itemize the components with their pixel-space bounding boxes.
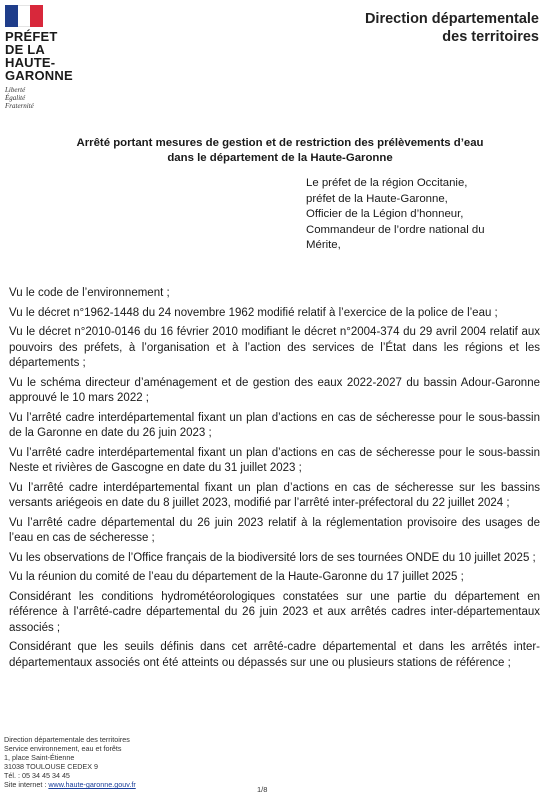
issuing-direction	[279, 10, 539, 46]
direction-line: Direction départementale	[364, 11, 539, 27]
visa-paragraph: Vu les observations de l’Office français de la biodiversité lors de ses tournées ONDE du 10 juillet 2025 ;	[9, 551, 536, 564]
visa-paragraph: Vu la réunion du comité de l’eau du département de la Haute-Garonne du 17 juillet 2025 ;	[9, 571, 464, 583]
motto-line: Fraternité	[5, 102, 34, 110]
footer-line: 31038 TOULOUSE CEDEX 9	[4, 762, 99, 771]
footer-address	[4, 735, 136, 789]
footer-site-label: Site internet :	[4, 780, 49, 789]
footer-line: 1, place Saint-Étienne	[4, 753, 75, 762]
signatory-block	[306, 176, 541, 254]
footer-line: Direction départementale des territoires	[4, 735, 130, 744]
signatory-line: préfet de la Haute-Garonne,	[306, 192, 448, 205]
page-number: 1/8	[257, 785, 268, 794]
footer-line: Tél. : 05 34 45 34 45	[4, 771, 70, 780]
visa-paragraph: Vu l’arrêté cadre départemental du 26 juin 2023 relatif à la réglementation provisoire des usages de l’eau en cas de sécheresse ;	[9, 516, 540, 544]
considerant-paragraph: Considérant les conditions hydrométéorologiques constatées sur une partie du département en référence à l’arrêté-cadre départemental du 26 juin 2023 et aux arrêtés cadres inter-départementaux associés ;	[9, 590, 540, 634]
visa-paragraph: Vu le code de l’environnement ;	[9, 287, 170, 299]
visa-paragraph: Vu le schéma directeur d’aménagement et de gestion des eaux 2022-2027 du bassin Adour-Garonne approuvé le 10 mars 2022 ;	[9, 376, 540, 404]
footer-site	[4, 780, 136, 789]
signatory-line: Officier de la Légion d’honneur,	[306, 208, 464, 220]
motto-line: Égalité	[5, 94, 26, 102]
visa-paragraph: Vu l’arrêté cadre interdépartemental fixant un plan d’actions en cas de sécheresse pour le sous-bassin Neste et rivières de Gascogne en date du 31 juillet 2023 ;	[9, 446, 540, 474]
prefet-line: GARONNE	[5, 68, 73, 83]
decree-title	[30, 136, 530, 166]
prefet-line: PRÉFET	[5, 29, 58, 44]
signatory-line: Mérite,	[306, 239, 341, 251]
title-line: dans le département de la Haute-Garonne	[167, 152, 393, 164]
visa-paragraph: Vu le décret n°2010-0146 du 16 février 2010 modifiant le décret n°2004-374 du 29 avril 2004 relatif aux pouvoirs des préfets, à l’organisation et à l’action des services de l’État dans les régions et les départements ;	[9, 326, 540, 369]
visa-paragraph: Vu l’arrêté cadre interdépartemental fixant un plan d’actions en cas de sécheresse sur les bassins versants ariégeois en date du 8 juillet 2023, modifié par l’arrêté inter-préfectoral du 22 juillet 2024 ;	[9, 481, 540, 509]
considerant-paragraph: Considérant que les seuils définis dans cet arrêté-cadre départemental et dans les arrêtés inter-départementaux associés ont été atteints ou dépassés sur une ou plusieurs stations de référence ;	[9, 641, 540, 669]
prefet-line: DE LA HAUTE-	[5, 42, 56, 70]
website-link[interactable]: www.haute-garonne.gouv.fr	[48, 780, 136, 789]
republic-motto	[5, 86, 95, 110]
visas-list	[9, 286, 540, 675]
signatory-line: Commandeur de l’ordre national du	[306, 223, 485, 236]
prefecture-logo	[5, 5, 95, 110]
footer-line: Service environnement, eau et forêts	[4, 744, 122, 753]
prefet-name	[5, 30, 95, 82]
marianne-flag-icon	[5, 5, 43, 27]
title-line: Arrêté portant mesures de gestion et de restriction des prélèvements d’eau	[76, 137, 484, 149]
visa-paragraph: Vu le décret n°1962-1448 du 24 novembre 1962 modifié relatif à l’exercice de la police de l’eau ;	[9, 306, 498, 319]
signatory-line: Le préfet de la région Occitanie,	[306, 177, 468, 189]
direction-line: des territoires	[442, 29, 539, 45]
motto-line: Liberté	[5, 86, 26, 94]
visa-paragraph: Vu l’arrêté cadre interdépartemental fixant un plan d’actions en cas de sécheresse pour le sous-bassin de la Garonne en date du 26 juin 2023 ;	[9, 411, 540, 439]
